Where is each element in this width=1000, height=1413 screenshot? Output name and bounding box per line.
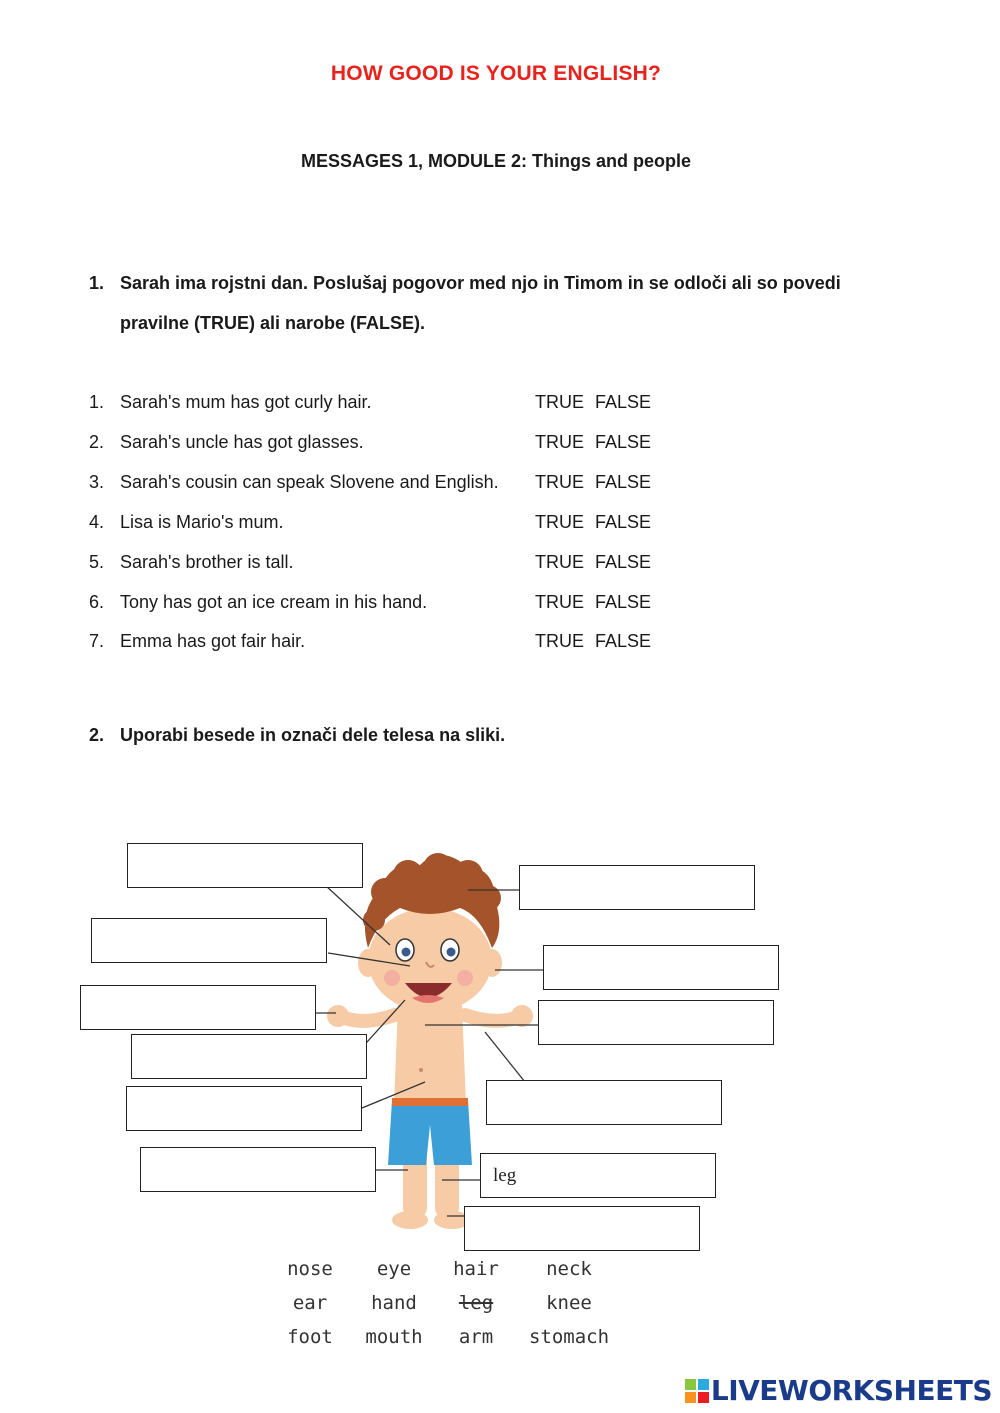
false-option[interactable]: FALSE xyxy=(595,512,652,532)
statement-number: 4. xyxy=(89,512,105,532)
true-option[interactable]: TRUE xyxy=(535,392,584,412)
true-option[interactable]: TRUE xyxy=(535,592,584,612)
task1-line2: pravilne (TRUE) ali narobe (FALSE). xyxy=(120,313,426,333)
word-bank-item: hand xyxy=(371,1292,417,1314)
word-bank-item: hair xyxy=(453,1258,499,1280)
answer-box-9[interactable] xyxy=(126,1086,362,1131)
statement-text: Sarah's mum has got curly hair. xyxy=(120,392,372,412)
answer-box-1[interactable] xyxy=(127,843,363,888)
statement-text: Sarah's brother is tall. xyxy=(120,552,294,572)
answer-input-4[interactable] xyxy=(544,946,778,989)
task2-number: 2. xyxy=(89,725,105,745)
answer-box-12[interactable] xyxy=(464,1206,700,1251)
false-option[interactable]: FALSE xyxy=(595,392,652,412)
false-option[interactable]: FALSE xyxy=(595,472,652,492)
task1-line1: Sarah ima rojstni dan. Poslušaj pogovor med njo in Timom in se odloči ali so povedi xyxy=(120,273,841,293)
word-bank-item: neck xyxy=(546,1258,592,1280)
true-option[interactable]: TRUE xyxy=(535,631,584,651)
true-option[interactable]: TRUE xyxy=(535,512,584,532)
answer-input-3[interactable] xyxy=(92,919,326,962)
answer-input-8[interactable] xyxy=(487,1081,721,1124)
answer-box-10[interactable] xyxy=(140,1147,376,1192)
answer-input-9[interactable] xyxy=(127,1087,361,1130)
torso xyxy=(394,1000,466,1105)
statement-text: Emma has got fair hair. xyxy=(120,631,306,651)
right-hand xyxy=(511,1005,533,1027)
answer-input-12[interactable] xyxy=(465,1207,699,1250)
statement-number: 7. xyxy=(89,631,105,651)
statement-number: 2. xyxy=(89,432,105,452)
shorts xyxy=(388,1100,472,1165)
answer-box-6[interactable] xyxy=(538,1000,774,1045)
page-title: HOW GOOD IS YOUR ENGLISH? xyxy=(330,62,662,85)
word-bank-item: foot xyxy=(287,1326,333,1348)
answer-box-2[interactable] xyxy=(519,865,755,910)
answer-box-5[interactable] xyxy=(80,985,316,1030)
answer-box-7[interactable] xyxy=(131,1034,367,1079)
true-option[interactable]: TRUE xyxy=(535,472,584,492)
word-bank-item-used: leg xyxy=(458,1292,494,1314)
word-bank-item: nose xyxy=(287,1258,333,1280)
statement-row xyxy=(89,542,689,582)
statement-row xyxy=(89,502,689,542)
task2-text: Uporabi besede in označi dele telesa na sliki. xyxy=(120,725,506,745)
left-foot xyxy=(392,1211,428,1229)
statement-text: Sarah's cousin can speak Slovene and English. xyxy=(120,472,499,492)
statement-row xyxy=(89,621,689,661)
false-option[interactable]: FALSE xyxy=(595,631,652,651)
true-option[interactable]: TRUE xyxy=(535,552,584,572)
statement-number: 6. xyxy=(89,592,105,612)
answer-input-2[interactable] xyxy=(520,866,754,909)
liveworksheets-logo-icon xyxy=(685,1379,709,1403)
false-option[interactable]: FALSE xyxy=(595,592,652,612)
statement-row xyxy=(89,422,689,462)
answer-input-7[interactable] xyxy=(132,1035,366,1078)
right-arm xyxy=(465,1015,515,1021)
true-option[interactable]: TRUE xyxy=(535,432,584,452)
statement-row xyxy=(89,382,689,422)
answer-box-4[interactable] xyxy=(543,945,779,990)
answer-box-8[interactable] xyxy=(486,1080,722,1125)
word-bank-item: ear xyxy=(292,1292,328,1314)
answer-input-1[interactable] xyxy=(128,844,362,887)
word-bank-item: knee xyxy=(546,1292,592,1314)
statement-text: Tony has got an ice cream in his hand. xyxy=(120,592,428,612)
false-option[interactable]: FALSE xyxy=(595,432,652,452)
statement-row xyxy=(89,462,689,502)
statement-number: 1. xyxy=(89,392,105,412)
statement-number: 5. xyxy=(89,552,105,572)
word-bank-item: arm xyxy=(458,1326,494,1348)
word-bank-item: mouth xyxy=(365,1326,423,1348)
task1-number: 1. xyxy=(89,273,105,293)
word-bank-item: stomach xyxy=(528,1326,610,1348)
answer-box-11[interactable] xyxy=(480,1153,716,1198)
statement-number: 3. xyxy=(89,472,105,492)
answer-input-5[interactable] xyxy=(81,986,315,1029)
false-option[interactable]: FALSE xyxy=(595,552,652,572)
answer-input-6[interactable] xyxy=(539,1001,773,1044)
left-hand xyxy=(327,1005,349,1027)
answer-box-3[interactable] xyxy=(91,918,327,963)
answer-input-11[interactable] xyxy=(481,1154,715,1197)
word-bank-item: eye xyxy=(376,1258,412,1280)
page-subtitle: MESSAGES 1, MODULE 2: Things and people xyxy=(300,151,692,171)
statement-text: Lisa is Mario's mum. xyxy=(120,512,284,532)
statement-text: Sarah's uncle has got glasses. xyxy=(120,432,364,452)
answer-input-10[interactable] xyxy=(141,1148,375,1191)
liveworksheets-brand xyxy=(685,1374,992,1407)
statement-row xyxy=(89,582,689,622)
brand-text: LIVEWORKSHEETS xyxy=(710,1374,992,1407)
